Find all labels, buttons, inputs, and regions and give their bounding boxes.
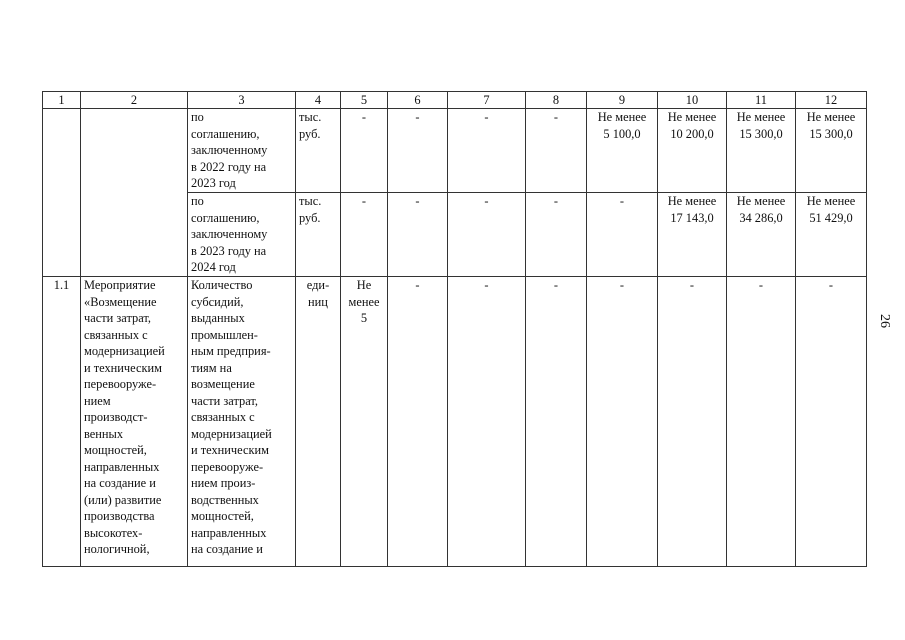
indicator-cell: Количество субсидий, выданных промышлен- ным предприя- тиям на возмещение части затрат, связанных с модернизацией и техническим перевооруже- нием произ- водственных мощностей, направленных на создание и bbox=[188, 277, 296, 567]
table-row bbox=[43, 277, 867, 567]
value-cell: - bbox=[448, 193, 526, 277]
value-cell: - bbox=[587, 277, 658, 567]
value-cell: - bbox=[526, 277, 587, 567]
column-header: 2 bbox=[81, 92, 188, 109]
indicator-cell: по соглашению, заключенному в 2023 году на 2024 год bbox=[188, 193, 296, 277]
unit-cell: тыс. руб. bbox=[296, 193, 341, 277]
unit-cell: тыс. руб. bbox=[296, 109, 341, 193]
column-header: 7 bbox=[448, 92, 526, 109]
column-header: 1 bbox=[43, 92, 81, 109]
value-cell: Не менее 15 300,0 bbox=[796, 109, 867, 193]
column-header: 12 bbox=[796, 92, 867, 109]
value-cell: Не менее 5 bbox=[341, 277, 388, 567]
column-header: 10 bbox=[658, 92, 727, 109]
value-cell: - bbox=[526, 109, 587, 193]
value-cell: Не менее 17 143,0 bbox=[658, 193, 727, 277]
value-cell: - bbox=[587, 193, 658, 277]
column-header: 11 bbox=[727, 92, 796, 109]
value-cell: Не менее 15 300,0 bbox=[727, 109, 796, 193]
page-number: 26 bbox=[877, 314, 892, 328]
indicator-cell: по соглашению, заключенному в 2022 году на 2023 год bbox=[188, 109, 296, 193]
value-cell: - bbox=[341, 109, 388, 193]
value-cell: - bbox=[526, 193, 587, 277]
value-cell: - bbox=[658, 277, 727, 567]
column-header: 3 bbox=[188, 92, 296, 109]
column-number-row bbox=[43, 92, 867, 109]
value-cell: Не менее 34 286,0 bbox=[727, 193, 796, 277]
row-number-cell: 1.1 bbox=[43, 277, 81, 567]
value-cell: - bbox=[448, 109, 526, 193]
value-cell: Не менее 10 200,0 bbox=[658, 109, 727, 193]
value-cell: - bbox=[727, 277, 796, 567]
value-cell: Не менее 51 429,0 bbox=[796, 193, 867, 277]
row-number-cell bbox=[43, 109, 81, 277]
value-cell: - bbox=[388, 277, 448, 567]
table-row bbox=[43, 109, 867, 193]
column-header: 8 bbox=[526, 92, 587, 109]
column-header: 5 bbox=[341, 92, 388, 109]
value-cell: - bbox=[388, 193, 448, 277]
column-header: 9 bbox=[587, 92, 658, 109]
column-header: 4 bbox=[296, 92, 341, 109]
value-cell: - bbox=[388, 109, 448, 193]
event-name-cell: Мероприятие «Возмещение части затрат, связанных с модернизацией и техническим перевооруже- нием производст- венных мощностей, направленных на создание и (или) развитие производства высокотех- нологичной, bbox=[81, 277, 188, 567]
value-cell: Не менее 5 100,0 bbox=[587, 109, 658, 193]
value-cell: - bbox=[341, 193, 388, 277]
column-header: 6 bbox=[388, 92, 448, 109]
value-cell: - bbox=[448, 277, 526, 567]
value-cell: - bbox=[796, 277, 867, 567]
event-name-cell bbox=[81, 109, 188, 277]
indicators-table bbox=[42, 91, 867, 567]
unit-cell: еди- ниц bbox=[296, 277, 341, 567]
